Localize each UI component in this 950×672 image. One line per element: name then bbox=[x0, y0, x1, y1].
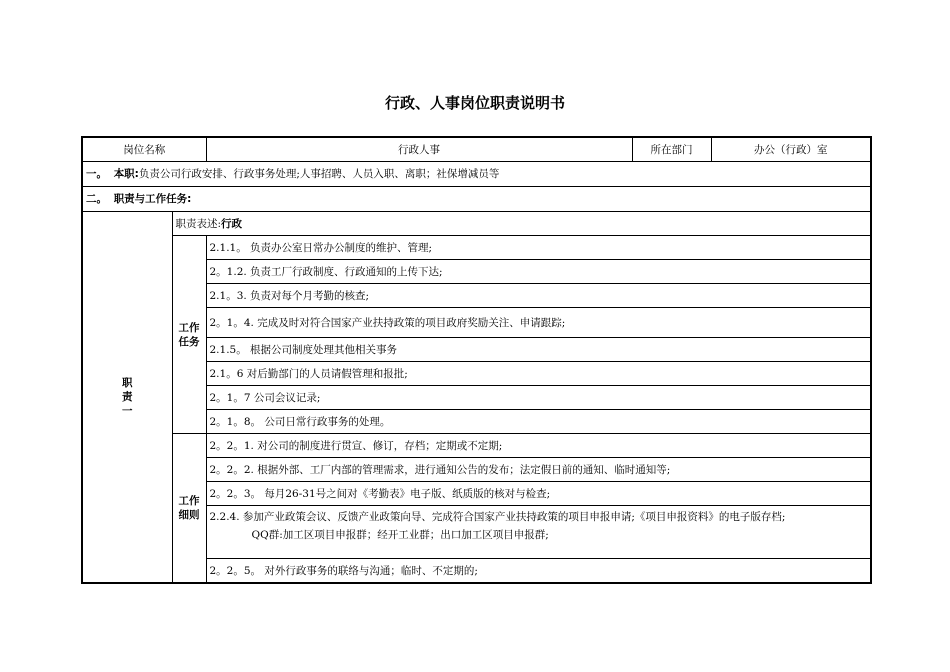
section-tasks-label: 职责与工作任务: bbox=[113, 193, 192, 205]
duty-one-label: 职责一 bbox=[82, 212, 172, 584]
document-title: 行政、人事岗位职责说明书 bbox=[384, 94, 565, 112]
task-item: 2.1。6 对后勤部门的人员请假管理和报批; bbox=[206, 362, 871, 386]
department-value: 办公（行政）室 bbox=[711, 137, 871, 162]
duty-description-value: 行政 bbox=[221, 217, 243, 230]
task-item: 2.1.1。 负责办公室日常办公制度的维护、管理; bbox=[206, 236, 871, 260]
work-details-label: 工作细则 bbox=[172, 434, 206, 584]
section-tasks-row bbox=[82, 187, 871, 212]
detail-item-qq-groups: QQ群:加工区项目申报群；经开工业群；出口加工区项目申报群; bbox=[251, 529, 549, 541]
detail-row bbox=[82, 434, 871, 458]
post-name-label: 岗位名称 bbox=[82, 137, 206, 162]
department-label: 所在部门 bbox=[632, 137, 711, 162]
task-item: 2。1.2. 负责工厂行政制度、行政通知的上传下达; bbox=[206, 260, 871, 284]
duty-description-prefix: 职责表述: bbox=[175, 217, 222, 230]
section-duty-label: 本职: bbox=[113, 168, 139, 180]
task-item: 2。1。4. 完成及时对符合国家产业扶持政策的项目政府奖励关注、申请跟踪; bbox=[206, 308, 871, 338]
task-item: 2。1。7 公司会议记录; bbox=[206, 386, 871, 410]
post-name-value: 行政人事 bbox=[206, 137, 632, 162]
detail-item: 2。2。1. 对公司的制度进行贯宣、修订，存档；定期或不定期; bbox=[206, 434, 871, 458]
detail-item-text: 2.2.4. 参加产业政策会议、反馈产业政策向导、完成符合国家产业扶持政策的项目申报申请;《项目申报资料》的电子版存档; bbox=[209, 511, 786, 523]
detail-item bbox=[206, 506, 871, 559]
work-tasks-label: 工作任务 bbox=[172, 236, 206, 434]
header-row bbox=[82, 137, 871, 162]
section-tasks bbox=[82, 187, 871, 212]
task-item: 2.1。3. 负责对每个月考勤的核查; bbox=[206, 284, 871, 308]
task-item: 2.1.5。 根据公司制度处理其他相关事务 bbox=[206, 338, 871, 362]
task-row bbox=[82, 236, 871, 260]
task-item: 2。1。8。 公司日常行政事务的处理。 bbox=[206, 410, 871, 434]
section-duty bbox=[82, 162, 871, 187]
section-duty-row bbox=[82, 162, 871, 187]
duty-description-row bbox=[82, 212, 871, 236]
section-tasks-number: 二。 bbox=[86, 193, 107, 205]
job-description-table bbox=[81, 136, 872, 584]
detail-item: 2。2。5。 对外行政事务的联络与沟通；临时、不定期的; bbox=[206, 559, 871, 584]
detail-item: 2。2。3。 每月26-31号之间对《考勤表》电子版、纸质版的核对与检查; bbox=[206, 482, 871, 506]
detail-item: 2。2。2. 根据外部、工厂内部的管理需求，进行通知公告的发布；法定假日前的通知、临时通知等; bbox=[206, 458, 871, 482]
duty-description bbox=[172, 212, 871, 236]
section-duty-text: 负责公司行政安排、行政事务处理;人事招聘、人员入职、离职；社保增减员等 bbox=[138, 168, 500, 180]
section-duty-number: 一。 bbox=[86, 168, 107, 180]
